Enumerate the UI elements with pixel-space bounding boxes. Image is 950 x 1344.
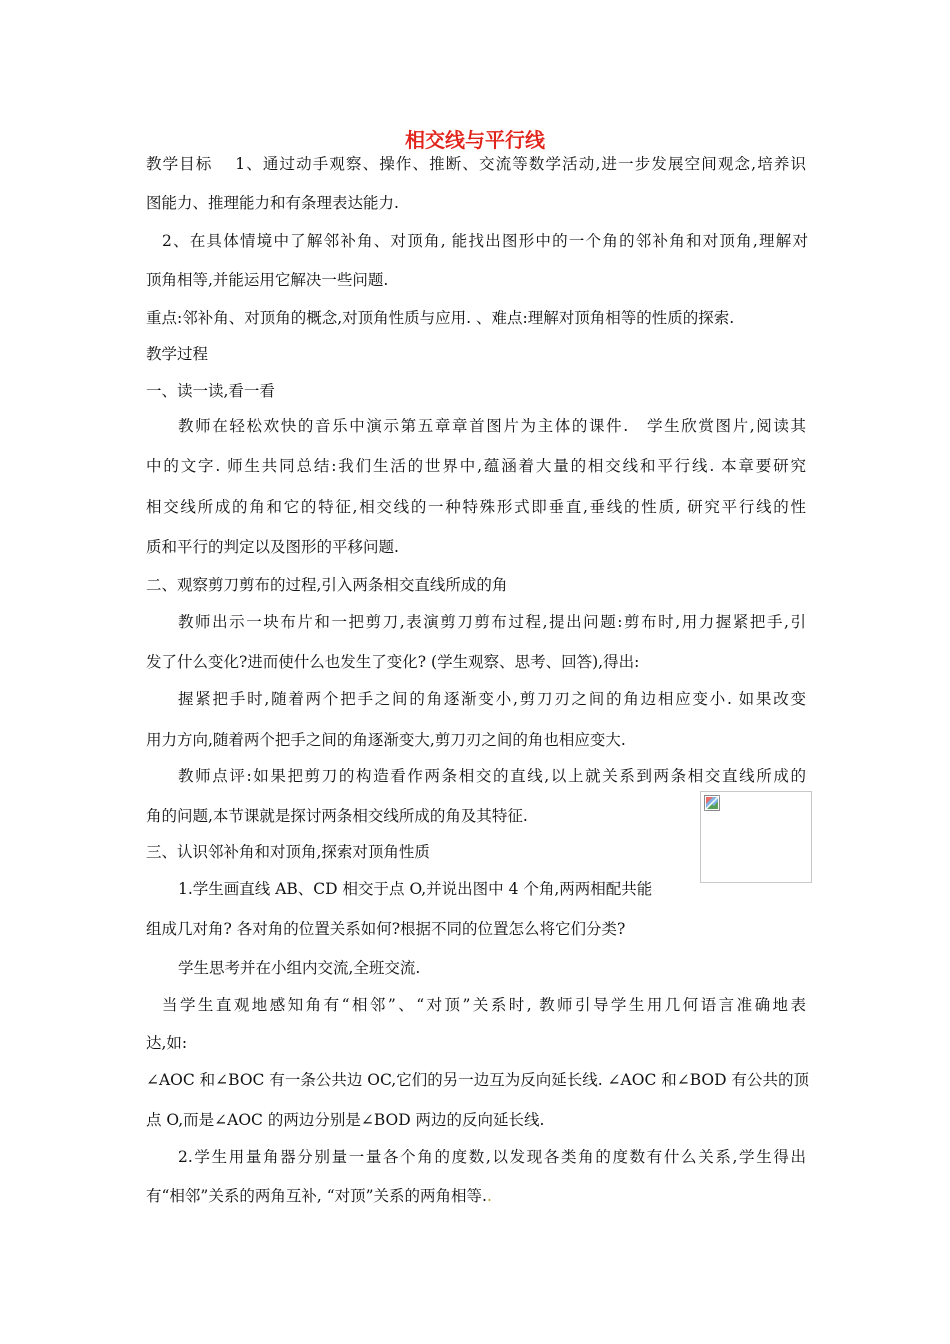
document-title: 相交线与平行线 — [405, 128, 545, 152]
paragraph-line: 角的问题,本节课就是探讨两条相交线所成的角及其特征. — [146, 807, 528, 825]
paragraph-line: 握紧把手时,随着两个把手之间的角逐渐变小,剪刀刃之间的角边相应变小. 如果改变 — [178, 690, 806, 708]
paragraph-line: 重点:邻补角、对顶角的概念,对顶角性质与应用. 、难点:理解对顶角相等的性质的探索. — [146, 309, 735, 327]
paragraph-line: 2.学生用量角器分别量一量各个角的度数,以发现各类角的度数有什么关系,学生得出 — [178, 1148, 806, 1166]
paragraph-line: 中的文字. 师生共同总结:我们生活的世界中,蕴涵着大量的相交线和平行线. 本章要研究 — [146, 457, 806, 475]
paragraph-line: 点 O,而是∠AOC 的两边分别是∠BOD 两边的反向延长线. — [146, 1111, 545, 1129]
paragraph-text: 有“相邻”关系的两角互补, “对顶”关系的两角相等. — [146, 1187, 487, 1205]
paragraph-line: 达,如: — [146, 1034, 188, 1052]
section-heading: 教学过程 — [146, 345, 209, 363]
paragraph-line: 相交线所成的角和它的特征,相交线的一种特殊形式即垂直,垂线的性质, 研究平行线的性 — [146, 498, 806, 516]
section-heading: 一、读一读,看一看 — [146, 382, 275, 400]
section-heading: 三、认识邻补角和对顶角,探索对顶角性质 — [146, 843, 430, 861]
paragraph-line: 图能力、推理能力和有条理表达能力. — [146, 194, 399, 212]
paragraph-line: 2、在具体情境中了解邻补角、对顶角, 能找出图形中的一个角的邻补角和对顶角,理解对 — [162, 232, 808, 250]
paragraph-line: 教学目标 1、通过动手观察、操作、推断、交流等数学活动,进一步发展空间观念,培养识 — [146, 155, 806, 173]
paragraph-line: 教师出示一块布片和一把剪刀,表演剪刀剪布过程,提出问题:剪布时,用力握紧把手,引 — [178, 613, 806, 631]
paragraph-line: 教师点评:如果把剪刀的构造看作两条相交的直线,以上就关系到两条相交直线所成的 — [178, 767, 806, 785]
paragraph-line — [146, 1186, 492, 1206]
paragraph-line: 教师在轻松欢快的音乐中演示第五章章首图片为主体的课件. 学生欣赏图片,阅读其 — [178, 417, 806, 435]
paragraph-line: 1.学生画直线 AB、CD 相交于点 O,并说出图中 4 个角,两两相配共能 — [178, 880, 653, 898]
paragraph-line: 发了什么变化?进而使什么也发生了变化? (学生观察、思考、回答),得出: — [146, 653, 640, 671]
trailing-dot: . — [486, 1187, 492, 1205]
paragraph-line: 学生思考并在小组内交流,全班交流. — [178, 959, 421, 977]
paragraph-line: 顶角相等,并能运用它解决一些问题. — [146, 271, 389, 289]
paragraph-line: 用力方向,随着两个把手之间的角逐渐变大,剪刀刃之间的角也相应变大. — [146, 731, 626, 749]
paragraph-line: 组成几对角? 各对角的位置关系如何?根据不同的位置怎么将它们分类? — [146, 920, 626, 938]
paragraph-line: 质和平行的判定以及图形的平移问题. — [146, 538, 399, 556]
broken-image-icon — [704, 795, 720, 811]
image-placeholder — [700, 791, 812, 883]
paragraph-line: 当学生直观地感知角有“相邻”、“对顶”关系时, 教师引导学生用几何语言准确地表 — [162, 996, 806, 1014]
section-heading: 二、观察剪刀剪布的过程,引入两条相交直线所成的角 — [146, 576, 508, 594]
paragraph-line: ∠AOC 和∠BOC 有一条公共边 OC,它们的另一边互为反向延长线. ∠AOC 和∠BOD 有公共的顶 — [146, 1071, 809, 1089]
